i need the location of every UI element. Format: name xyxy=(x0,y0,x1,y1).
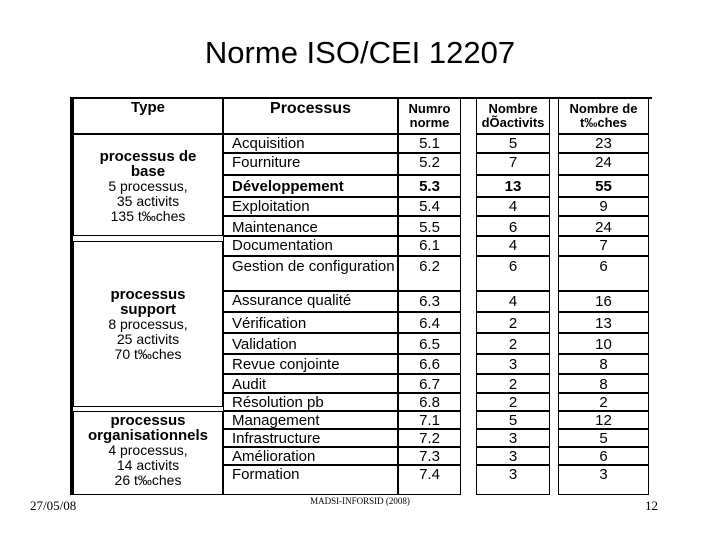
cell-numero: 6.6 xyxy=(398,354,461,374)
header-numero xyxy=(398,98,461,134)
header-activites xyxy=(476,98,550,134)
type-support-line-3: 70 t‰ches xyxy=(114,346,182,362)
header-taches-line-1: Nombre de xyxy=(569,101,638,116)
cell-taches: 10 xyxy=(558,333,649,354)
cell-numero: 6.1 xyxy=(398,236,461,256)
type-support-title-2: support xyxy=(120,301,176,318)
table-row xyxy=(223,312,649,333)
type-base-title-1: processus de xyxy=(99,148,197,165)
type-org-line-3: 26 t‰ches xyxy=(114,472,182,488)
type-org-line-2: 14 activits xyxy=(116,457,180,473)
cell-taches: 6 xyxy=(558,256,649,291)
cell-processus: Résolution pb xyxy=(223,393,398,411)
table-row xyxy=(223,393,649,411)
cell-processus: Revue conjointe xyxy=(223,354,398,374)
type-base-cell xyxy=(73,134,223,236)
table-row xyxy=(223,256,649,291)
cell-taches: 24 xyxy=(558,216,649,236)
header-type: Type xyxy=(73,98,223,134)
cell-activites: 2 xyxy=(476,312,550,333)
cell-numero: 7.3 xyxy=(398,447,461,465)
cell-numero: 5.5 xyxy=(398,216,461,236)
cell-activites: 3 xyxy=(476,354,550,374)
table-row xyxy=(223,291,649,312)
cell-numero: 7.1 xyxy=(398,411,461,429)
table-row xyxy=(223,153,649,175)
table-row xyxy=(223,216,649,236)
cell-processus: Vérification xyxy=(223,312,398,333)
cell-activites: 6 xyxy=(476,256,550,291)
table-row xyxy=(223,333,649,354)
cell-numero: 5.4 xyxy=(398,197,461,216)
footer-date: 27/05/08 xyxy=(30,498,77,513)
table-row xyxy=(223,374,649,393)
table-row xyxy=(223,236,649,256)
cell-taches: 13 xyxy=(558,312,649,333)
cell-taches: 8 xyxy=(558,374,649,393)
cell-activites: 4 xyxy=(476,236,550,256)
table-row xyxy=(223,429,649,447)
type-org-title-1: processus xyxy=(110,412,186,429)
table-row xyxy=(223,134,649,153)
cell-taches: 6 xyxy=(558,447,649,465)
cell-processus: Amélioration xyxy=(223,447,398,465)
type-support-cell xyxy=(73,241,223,407)
cell-processus: Développement xyxy=(223,175,398,197)
cell-taches: 16 xyxy=(558,291,649,312)
cell-processus: Fourniture xyxy=(223,153,398,175)
slide-title: Norme ISO/CEI 12207 xyxy=(204,35,516,70)
cell-processus: Gestion de configuration xyxy=(223,256,398,291)
type-support-title-1: processus xyxy=(110,286,186,303)
header-activites-line-1: Nombre xyxy=(488,101,538,116)
table-row xyxy=(223,447,649,465)
cell-activites: 5 xyxy=(476,134,550,153)
type-base-line-1: 5 processus, xyxy=(108,178,188,194)
header-activites-line-2: dÕactivits xyxy=(481,115,545,130)
cell-numero: 6.8 xyxy=(398,393,461,411)
footer-page-number: 12 xyxy=(645,498,658,513)
table-row xyxy=(223,197,649,216)
cell-processus: Management xyxy=(223,411,398,429)
header-numero-line-2: norme xyxy=(409,115,450,130)
type-support-line-1: 8 processus, xyxy=(108,316,188,332)
cell-numero: 6.4 xyxy=(398,312,461,333)
cell-processus: Formation xyxy=(223,465,398,495)
cell-numero: 6.2 xyxy=(398,256,461,291)
cell-activites: 13 xyxy=(476,175,550,197)
cell-taches: 12 xyxy=(558,411,649,429)
cell-processus: Exploitation xyxy=(223,197,398,216)
cell-numero: 6.3 xyxy=(398,291,461,312)
cell-taches: 55 xyxy=(558,175,649,197)
cell-taches: 7 xyxy=(558,236,649,256)
cell-processus: Validation xyxy=(223,333,398,354)
cell-activites: 6 xyxy=(476,216,550,236)
table-row xyxy=(223,411,649,429)
cell-processus: Maintenance xyxy=(223,216,398,236)
cell-taches: 8 xyxy=(558,354,649,374)
cell-activites: 2 xyxy=(476,374,550,393)
cell-taches: 5 xyxy=(558,429,649,447)
header-taches xyxy=(558,98,649,134)
type-base-title-2: base xyxy=(130,163,166,180)
type-org-cell xyxy=(73,411,223,495)
cell-taches: 2 xyxy=(558,393,649,411)
cell-activites: 5 xyxy=(476,411,550,429)
type-org-line-1: 4 processus, xyxy=(108,442,188,458)
header-numero-line-1: Numro xyxy=(408,101,451,116)
cell-taches: 24 xyxy=(558,153,649,175)
cell-taches: 3 xyxy=(558,465,649,495)
cell-numero: 7.2 xyxy=(398,429,461,447)
header-processus: Processus xyxy=(223,98,398,134)
footer-source: MADSI-INFORSID (2008) xyxy=(310,496,410,506)
cell-numero: 7.4 xyxy=(398,465,461,495)
cell-processus: Acquisition xyxy=(223,134,398,153)
cell-activites: 2 xyxy=(476,393,550,411)
cell-activites: 3 xyxy=(476,465,550,495)
cell-activites: 4 xyxy=(476,291,550,312)
cell-activites: 2 xyxy=(476,333,550,354)
cell-processus: Audit xyxy=(223,374,398,393)
cell-taches: 23 xyxy=(558,134,649,153)
cell-activites: 3 xyxy=(476,447,550,465)
cell-activites: 7 xyxy=(476,153,550,175)
cell-activites: 3 xyxy=(476,429,550,447)
cell-numero: 5.1 xyxy=(398,134,461,153)
cell-taches: 9 xyxy=(558,197,649,216)
cell-numero: 5.3 xyxy=(398,175,461,197)
cell-activites: 4 xyxy=(476,197,550,216)
type-base-line-2: 35 activits xyxy=(116,193,180,209)
type-org-title-2: organisationnels xyxy=(87,427,209,444)
type-support-line-2: 25 activits xyxy=(116,331,180,347)
type-base-line-3: 135 t‰ches xyxy=(110,208,186,224)
table-row xyxy=(223,354,649,374)
cell-numero: 5.2 xyxy=(398,153,461,175)
table-row xyxy=(223,465,649,495)
header-taches-line-2: t‰ches xyxy=(580,115,627,130)
cell-numero: 6.7 xyxy=(398,374,461,393)
cell-processus: Documentation xyxy=(223,236,398,256)
table-row xyxy=(223,175,649,197)
cell-numero: 6.5 xyxy=(398,333,461,354)
cell-processus: Assurance qualité xyxy=(223,291,398,312)
cell-processus: Infrastructure xyxy=(223,429,398,447)
